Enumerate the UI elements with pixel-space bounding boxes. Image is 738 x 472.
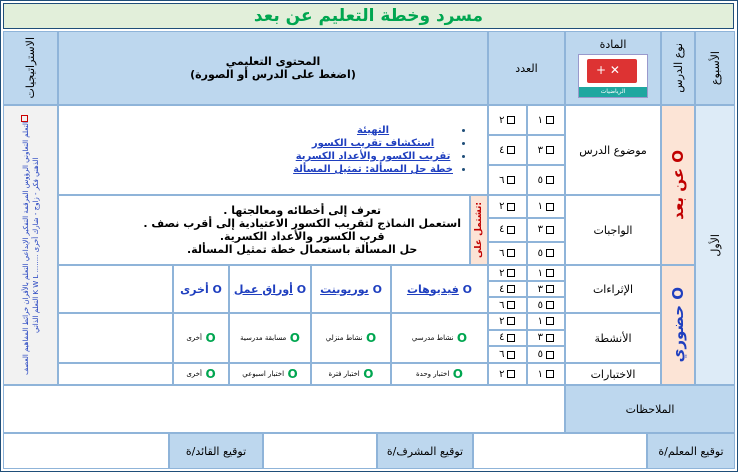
number-checkbox[interactable]: ٥: [527, 346, 566, 363]
row-enrichment: [565, 265, 661, 313]
test-unit-label[interactable]: اختبار وحدة: [416, 370, 450, 378]
number-checkbox[interactable]: ٥: [527, 165, 566, 195]
number-checkbox[interactable]: ١: [527, 313, 566, 330]
header-week: [695, 31, 735, 105]
enrichment-videos-label[interactable]: فيديوهات: [406, 282, 459, 296]
enrichment-videos[interactable]: فيديوهات O: [391, 265, 488, 313]
notes-input[interactable]: [3, 385, 565, 433]
header-strategies: [3, 31, 58, 105]
header-lesson-type-text: نوع الدرس: [671, 43, 685, 93]
homework-line: قرب الكسور والأعداد الكسرية.: [219, 230, 385, 243]
enrichment-worksheets-label[interactable]: أوراق عمل: [233, 282, 293, 296]
number-checkbox[interactable]: ٣: [527, 135, 566, 165]
activity-empty: [58, 313, 173, 363]
signature-leader-label: توقيع القائد/ة: [185, 444, 247, 458]
activity-contest-label[interactable]: مسابقة مدرسية: [240, 334, 287, 342]
number-checkbox[interactable]: ٢: [488, 195, 527, 218]
header-strategies-text: الاستراتيجيات: [24, 37, 37, 99]
math-book-caption: الرياضيات: [579, 87, 647, 97]
math-symbols-icon: + ✕: [596, 63, 620, 77]
list-item: [293, 125, 453, 136]
test-unit[interactable]: اختبار وحدة O: [391, 363, 488, 385]
signature-leader-label-cell: [169, 433, 263, 469]
enrichment-powerpoint[interactable]: بوربوينت O: [311, 265, 391, 313]
row-activities-label: الأنشطة: [594, 331, 632, 345]
lesson-link-problem-solving[interactable]: خطة حل المسألة: تمثيل المسألة: [293, 164, 453, 175]
signature-teacher-label: توقيع المعلم/ة: [658, 444, 724, 458]
test-period-label[interactable]: اختبار فترة: [328, 370, 360, 378]
numbers-lesson-topic: [488, 105, 565, 195]
row-lesson-topic: [565, 105, 661, 195]
header-content: [58, 31, 488, 105]
number-checkbox[interactable]: ٣: [527, 281, 566, 297]
lesson-link-rounding[interactable]: تقريب الكسور والأعداد الكسرية: [295, 151, 451, 162]
number-checkbox[interactable]: ٣: [527, 330, 566, 347]
homework-line: حل المسألة باستعمال خطة تمثيل المسألة.: [187, 243, 418, 256]
math-book-image[interactable]: [578, 54, 648, 98]
number-checkbox[interactable]: ٢: [488, 313, 527, 330]
signature-supervisor-field[interactable]: [263, 433, 377, 469]
notes-label-cell: [565, 385, 735, 433]
signature-teacher-label-cell: [647, 433, 735, 469]
notes-label: الملاحظات: [625, 402, 675, 416]
number-checkbox[interactable]: ٢: [488, 265, 527, 281]
activity-home[interactable]: نشاط منزلي O: [311, 313, 391, 363]
header-number-text: العدد: [515, 61, 538, 75]
number-checkbox[interactable]: ٦: [488, 346, 527, 363]
activity-school-label[interactable]: نشاط مدرسي: [411, 334, 454, 342]
number-checkbox[interactable]: ٢: [488, 363, 527, 385]
row-tests: [565, 363, 661, 385]
row-homework: [565, 195, 661, 265]
strategies-list[interactable]: [21, 110, 41, 380]
homework-line: تعرف إلى أخطائه ومعالجتها .: [223, 204, 382, 217]
number-checkbox[interactable]: ١: [527, 195, 566, 218]
activity-other[interactable]: أخرى O: [173, 313, 229, 363]
number-checkbox[interactable]: ٤: [488, 218, 527, 241]
lesson-links-cell: [58, 105, 488, 195]
homework-label: تشتمل على:: [474, 202, 484, 258]
row-activities: [565, 313, 661, 363]
page-title-text: مسرد وخطة التعليم عن بعد: [253, 6, 484, 26]
number-checkbox[interactable]: ١: [527, 105, 566, 135]
header-subject: [565, 31, 661, 105]
number-checkbox[interactable]: ٦: [488, 165, 527, 195]
strategies-cell: [3, 105, 58, 385]
number-checkbox[interactable]: ٦: [488, 242, 527, 265]
lesson-links-list: [293, 123, 467, 177]
week-value: الأول: [708, 233, 722, 257]
numbers-homework: [488, 195, 565, 265]
test-other-label[interactable]: أخرى: [186, 370, 202, 378]
list-item: [293, 164, 453, 175]
enrichment-empty: [58, 265, 173, 313]
test-empty: [58, 363, 173, 385]
row-enrichment-label: الإثراءات: [592, 282, 634, 296]
number-checkbox[interactable]: ١: [527, 363, 566, 385]
activity-home-label[interactable]: نشاط منزلي: [325, 334, 363, 342]
header-lesson-type: [661, 31, 695, 105]
enrichment-other[interactable]: أخرى O: [173, 265, 229, 313]
activity-contest[interactable]: مسابقة مدرسية O: [229, 313, 311, 363]
test-weekly[interactable]: اختبار اسبوعي O: [229, 363, 311, 385]
test-other[interactable]: أخرى O: [173, 363, 229, 385]
number-checkbox[interactable]: ٦: [488, 297, 527, 313]
header-week-text: الأسبوع: [708, 50, 722, 86]
homework-line: استعمل النماذج لتقريب الكسور الاعتيادية إلى أقرب نصف .: [143, 217, 461, 230]
page-title: [3, 3, 734, 29]
row-homework-label: الواجبات: [593, 223, 633, 237]
mode-in-person-option[interactable]: حضوري O: [669, 287, 687, 363]
test-weekly-label[interactable]: اختبار اسبوعي: [242, 370, 285, 378]
homework-label-cell: [470, 195, 488, 265]
lesson-link-intro[interactable]: التهيئة: [356, 125, 390, 136]
activity-other-label[interactable]: أخرى: [186, 334, 202, 342]
numbers-enrichment: [488, 265, 565, 313]
activity-school[interactable]: نشاط مدرسي O: [391, 313, 488, 363]
number-checkbox[interactable]: ٤: [488, 330, 527, 347]
numbers-tests: [488, 363, 565, 385]
number-checkbox[interactable]: ٤: [488, 281, 527, 297]
homework-list: [143, 204, 461, 256]
lesson-link-explore[interactable]: استكشاف تقريب الكسور: [311, 138, 435, 149]
number-checkbox[interactable]: ٥: [527, 242, 566, 265]
signature-teacher-field[interactable]: [473, 433, 647, 469]
header-subject-text: المادة: [599, 38, 627, 51]
numbers-activities: [488, 313, 565, 363]
math-book-cover-icon: [587, 59, 637, 83]
enrichment-other-label[interactable]: أخرى: [180, 282, 209, 296]
signature-supervisor-label: توقيع المشرف/ة: [386, 444, 464, 458]
week-value-cell: [695, 105, 735, 385]
signature-leader-field[interactable]: [3, 433, 169, 469]
mode-in-person-cell[interactable]: [661, 265, 695, 385]
mode-remote-option[interactable]: عن بعد O: [669, 150, 687, 220]
list-item: [293, 138, 453, 149]
enrichment-powerpoint-label[interactable]: بوربوينت: [320, 282, 369, 296]
header-number: [488, 31, 565, 105]
row-lesson-topic-label: موضوع الدرس: [579, 143, 647, 157]
header-content-line2: (اضغط على الدرس أو الصورة): [190, 68, 356, 81]
number-checkbox[interactable]: ٤: [488, 135, 527, 165]
enrichment-worksheets[interactable]: أوراق عمل O: [229, 265, 311, 313]
signature-supervisor-label-cell: [377, 433, 473, 469]
strategy-checkbox-icon: [21, 115, 28, 122]
header-content-line1: المحتوى التعليمي: [225, 55, 321, 68]
number-checkbox[interactable]: ١: [527, 265, 566, 281]
mode-remote-cell[interactable]: [661, 105, 695, 265]
strategies-text: التعلم التعاوني الرؤوس المرقمة التفكير الإبداعي التعلم بالأقران خرائط المفاهيم العصف الذهني فكر - زاوج - شارك أخرى ........ K W L التعلم الذاتي: [21, 121, 40, 376]
list-item: [293, 151, 453, 162]
number-checkbox[interactable]: ٣: [527, 218, 566, 241]
row-tests-label: الاختبارات: [590, 367, 636, 381]
number-checkbox[interactable]: ٢: [488, 105, 527, 135]
number-checkbox[interactable]: ٥: [527, 297, 566, 313]
homework-content-cell: [58, 195, 470, 265]
test-period[interactable]: اختبار فترة O: [311, 363, 391, 385]
